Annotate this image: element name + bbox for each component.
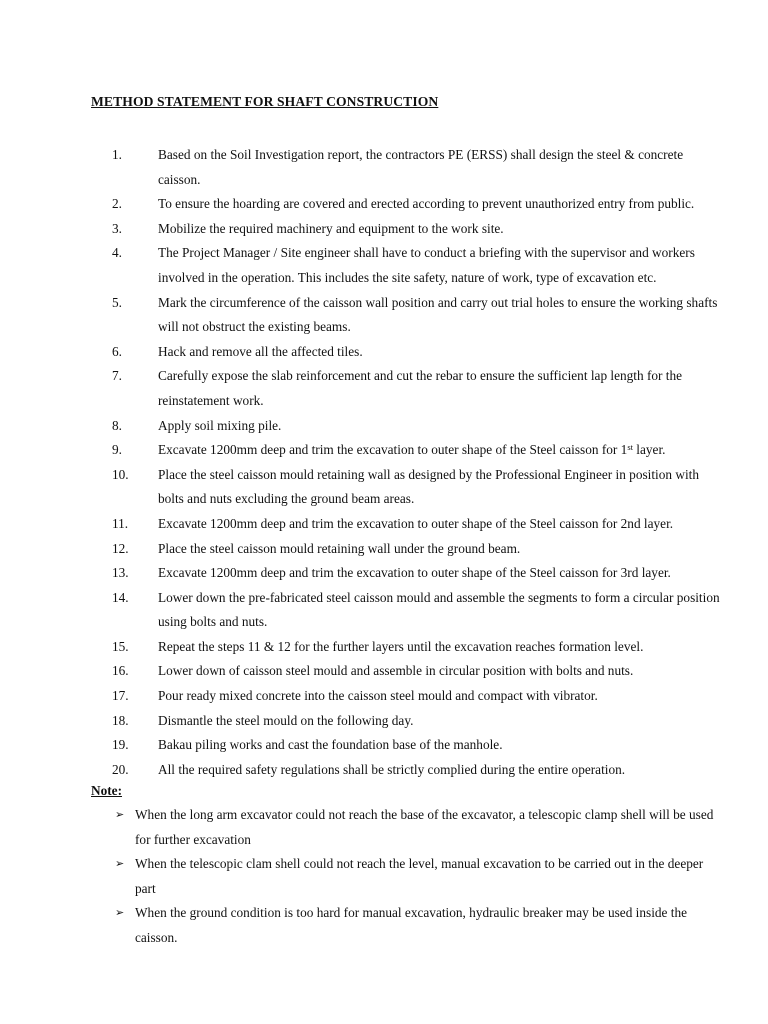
step-number: 19.	[112, 737, 129, 753]
step-number: 5.	[112, 294, 122, 310]
list-item	[0, 684, 768, 709]
step-text-tail: layer.	[632, 442, 666, 458]
notes-list	[0, 803, 768, 950]
step-text: Place the steel caisson mould retaining wall under the ground beam.	[158, 540, 521, 556]
list-item	[0, 659, 768, 684]
step-text: The Project Manager / Site engineer shall have to conduct a briefing with the supervisor and workers involved in the operation. This includes the site safety, nature of work, type of excavation etc.	[158, 245, 695, 285]
list-item	[0, 192, 768, 217]
step-text: Apply soil mixing pile.	[158, 417, 282, 433]
step-text: Carefully expose the slab reinforcement and cut the rebar to ensure the sufficient lap length for the reinstatement work.	[158, 368, 683, 408]
list-item	[0, 586, 768, 635]
step-number: 11.	[112, 515, 129, 531]
step-number: 6.	[112, 343, 122, 359]
step-number: 2.	[112, 196, 122, 212]
list-item	[0, 364, 768, 413]
list-item	[0, 803, 768, 852]
step-text: Pour ready mixed concrete into the caisson steel mould and compact with vibrator.	[158, 688, 598, 704]
list-item	[0, 852, 768, 901]
step-text: Bakau piling works and cast the foundation base of the manhole.	[158, 737, 503, 753]
step-number: 4.	[112, 245, 122, 261]
note-heading: Note:	[91, 783, 123, 798]
list-item	[0, 635, 768, 660]
step-text: Dismantle the steel mould on the following day.	[158, 712, 414, 728]
arrowhead-bullet-icon: ➢	[115, 808, 125, 821]
step-text: Lower down of caisson steel mould and assemble in circular position with bolts and nuts.	[158, 663, 634, 679]
list-item	[0, 512, 768, 537]
list-item	[0, 438, 768, 463]
note-text: When the ground condition is too hard for manual excavation, hydraulic breaker may be used inside the caisson.	[135, 905, 688, 945]
list-item	[0, 241, 768, 290]
list-item	[0, 901, 768, 950]
list-item	[0, 143, 768, 192]
step-text: Mark the circumference of the caisson wall position and carry out trial holes to ensure the working shafts will not obstruct the existing beams.	[158, 294, 718, 335]
step-text: Excavate 1200mm deep and trim the excavation to outer shape of the Steel caisson for 3rd layer.	[158, 565, 671, 581]
step-text: To ensure the hoarding are covered and erected according to prevent unauthorized entry from public.	[158, 196, 695, 212]
step-number: 16.	[112, 663, 129, 679]
step-number: 3.	[112, 220, 122, 236]
arrowhead-bullet-icon: ➢	[115, 906, 125, 919]
step-number: 15.	[112, 638, 129, 654]
step-number: 20.	[112, 761, 129, 777]
step-text: Based on the Soil Investigation report, the contractors PE (ERSS) shall design the steel & concrete caisson.	[158, 147, 684, 187]
list-item	[0, 291, 768, 340]
list-item	[0, 561, 768, 586]
step-text: Mobilize the required machinery and equipment to the work site.	[158, 220, 504, 236]
arrowhead-bullet-icon: ➢	[115, 857, 125, 870]
step-text	[158, 438, 728, 463]
step-text: Excavate 1200mm deep and trim the excavation to outer shape of the Steel caisson for 2nd layer.	[158, 515, 674, 531]
step-number: 17.	[112, 688, 129, 704]
step-number: 7.	[112, 368, 122, 384]
step-number: 1.	[112, 147, 122, 162]
step-number: 8.	[112, 417, 122, 433]
step-number: 12.	[112, 540, 129, 556]
method-steps-list	[0, 143, 768, 782]
step-number: 10.	[112, 466, 129, 482]
step-text-main: Excavate 1200mm deep and trim the excavation to outer shape of the Steel caisson for 1	[158, 442, 628, 458]
step-text: All the required safety regulations shall be strictly complied during the entire operation.	[158, 761, 626, 777]
step-text: Hack and remove all the affected tiles.	[158, 343, 363, 359]
ordinal-suffix: st	[627, 442, 633, 453]
list-item	[0, 217, 768, 242]
step-number: 13.	[112, 565, 129, 581]
step-number: 9.	[112, 442, 122, 458]
list-item	[0, 340, 768, 365]
step-number: 14.	[112, 589, 129, 605]
list-item	[0, 414, 768, 439]
list-item	[0, 537, 768, 562]
step-text: Lower down the pre-fabricated steel caisson mould and assemble the segments to form a circular position using bolts and nuts.	[158, 589, 720, 630]
step-number: 18.	[112, 712, 129, 728]
list-item	[0, 709, 768, 734]
page-title: METHOD STATEMENT FOR SHAFT CONSTRUCTION	[91, 94, 439, 109]
list-item	[0, 758, 768, 783]
note-text: When the long arm excavator could not reach the base of the excavator, a telescopic clamp shell will be used for further excavation	[135, 807, 714, 847]
note-text: When the telescopic clam shell could not reach the level, manual excavation to be carried out in the deeper part	[135, 856, 704, 896]
step-text: Place the steel caisson mould retaining wall as designed by the Professional Engineer in position with bolts and nuts excluding the ground beam areas.	[158, 466, 699, 507]
list-item	[0, 733, 768, 758]
list-item	[0, 463, 768, 512]
step-text: Repeat the steps 11 & 12 for the further layers until the excavation reaches formation level.	[158, 638, 644, 654]
